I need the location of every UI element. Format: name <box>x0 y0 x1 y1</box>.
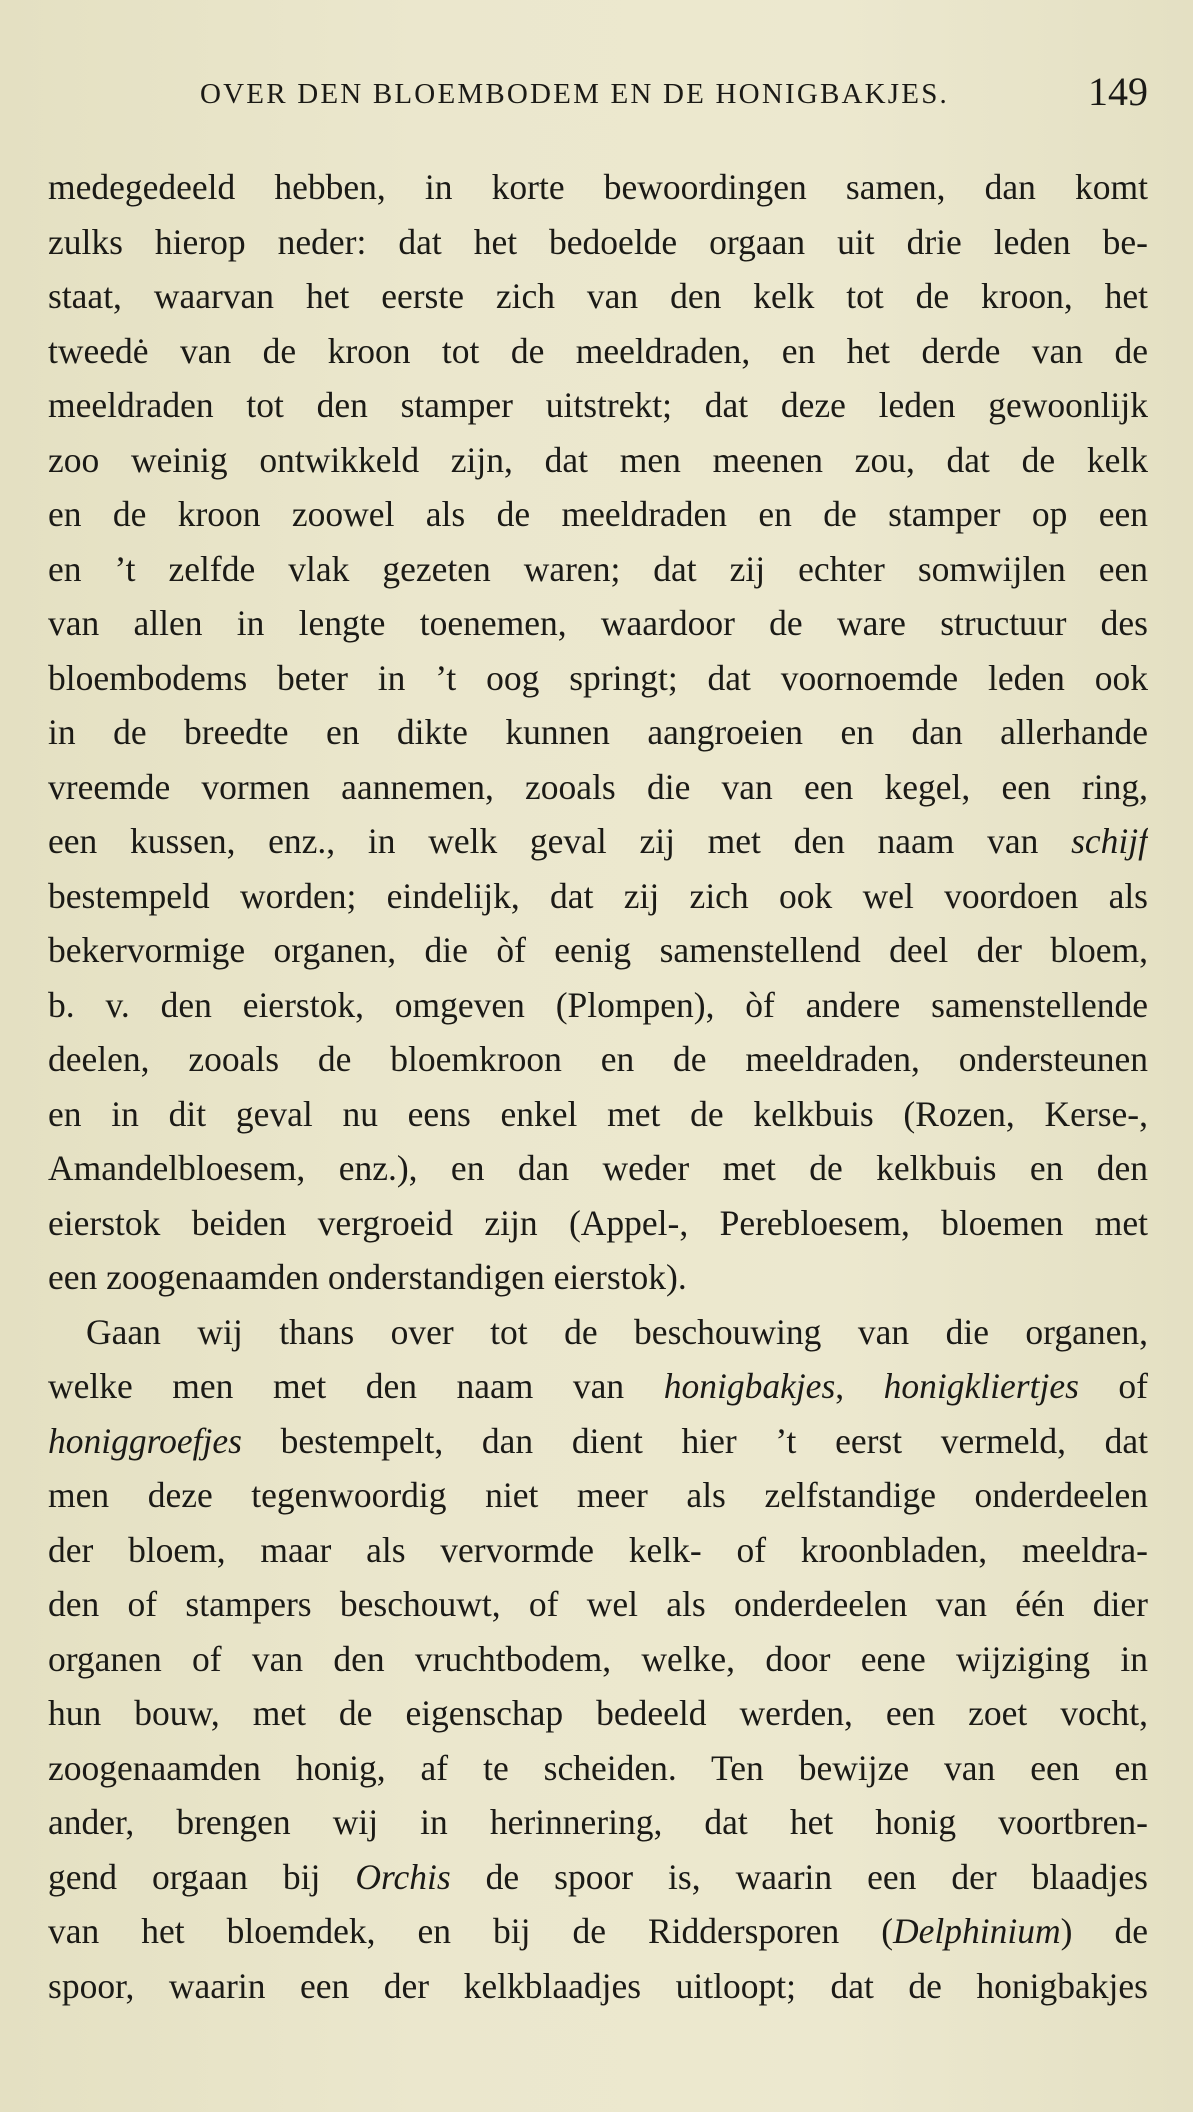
text-line: medegedeeld hebben, in korte bewoordingen samen, dan komt <box>48 167 1148 207</box>
text-line: bekervormige organen, die òf eenig samenstellend deel der bloem, <box>48 930 1148 970</box>
text-line: zulks hierop neder: dat het bedoelde orgaan uit drie leden be- <box>48 221 1148 262</box>
running-head: OVER DEN BLOEMBODEM EN DE HONIGBAKJES. <box>200 78 949 110</box>
text-line: vreemde vormen aannemen, zooals die van een kegel, een ring, <box>48 766 1148 807</box>
paragraph-first-line: Gaan wij thans over tot de beschouwing van die organen, <box>86 1311 1148 1352</box>
text-line: spoor, waarin een der kelkblaadjes uitloopt; dat de honigbakjes <box>48 1965 1148 2006</box>
text-line: organen of van den vruchtbodem, welke, door eene wijziging in <box>48 1638 1148 1679</box>
text-line: bestempeld worden; eindelijk, dat zij zich ook wel voordoen als <box>48 875 1148 916</box>
text-line: gend orgaan bij Orchis de spoor is, waarin een der blaadjes <box>48 1856 1148 1897</box>
italic-term: Delphinium <box>893 1911 1061 1951</box>
text-line: in de breedte en dikte kunnen aangroeien en dan allerhande <box>48 712 1148 752</box>
text-line: zoogenaamden honig, af te scheiden. Ten bewijze van een en <box>48 1747 1148 1788</box>
paragraph-last-line: een zoogenaamden onderstandigen eierstok). <box>48 1257 687 1297</box>
text-line: hun bouw, met de eigenschap bedeeld werden, een zoet vocht, <box>48 1693 1148 1733</box>
text-line: bloembodems beter in ’t oog springt; dat voornoemde leden ook <box>48 657 1148 698</box>
text-line: en de kroon zoowel als de meeldraden en de stamper op een <box>48 494 1148 534</box>
page-number: 149 <box>1088 69 1148 114</box>
text-line: Amandelbloesem, enz.), en dan weder met de kelkbuis en den <box>48 1148 1148 1188</box>
text-line: en in dit geval nu eens enkel met de kelkbuis (Rozen, Kerse-, <box>48 1093 1148 1134</box>
text-line: een kussen, enz., in welk geval zij met den naam van schijf <box>48 821 1148 861</box>
page-body <box>48 160 1148 2013</box>
text-line: welke men met den naam van honigbakjes, honigkliertjes of <box>48 1366 1148 1406</box>
text-line: den of stampers beschouwt, of wel als onderdeelen van één dier <box>48 1584 1148 1624</box>
italic-term: honigkliertjes <box>883 1366 1079 1406</box>
text-line: b. v. den eierstok, omgeven (Plompen), òf andere samenstellende <box>48 984 1148 1025</box>
text-line: zoo weinig ontwikkeld zijn, dat men meenen zou, dat de kelk <box>48 439 1148 480</box>
text-line: deelen, zooals de bloemkroon en de meeldraden, ondersteunen <box>48 1039 1148 1079</box>
text-line: honiggroefjes bestempelt, dan dient hier ’t eerst vermeld, dat <box>48 1420 1148 1461</box>
text-line: der bloem, maar als vervormde kelk- of kroonbladen, meeldra- <box>48 1529 1148 1570</box>
page-header <box>48 69 1148 130</box>
text-line: eierstok beiden vergroeid zijn (Appel-, Perebloesem, bloemen met <box>48 1202 1148 1243</box>
italic-term: schijf <box>1071 821 1148 861</box>
italic-term: Orchis <box>355 1856 451 1897</box>
text-line: men deze tegenwoordig niet meer als zelfstandige onderdeelen <box>48 1475 1148 1515</box>
text-line: meeldraden tot den stamper uitstrekt; dat deze leden gewoonlijk <box>48 385 1148 425</box>
text-line: ander, brengen wij in herinnering, dat het honig voortbren- <box>48 1802 1148 1842</box>
text-line: van allen in lengte toenemen, waardoor de ware structuur des <box>48 603 1148 643</box>
text-line: staat, waarvan het eerste zich van den kelk tot de kroon, het <box>48 276 1148 316</box>
text-line: en ’t zelfde vlak gezeten waren; dat zij echter somwijlen een <box>48 548 1148 589</box>
text-line: tweedė van de kroon tot de meeldraden, en het derde van de <box>48 330 1148 371</box>
italic-term: honiggroefjes <box>48 1420 242 1461</box>
text-line: van het bloemdek, en bij de Riddersporen (Delphinium) de <box>48 1911 1148 1951</box>
italic-term: honigbakjes <box>663 1366 836 1406</box>
